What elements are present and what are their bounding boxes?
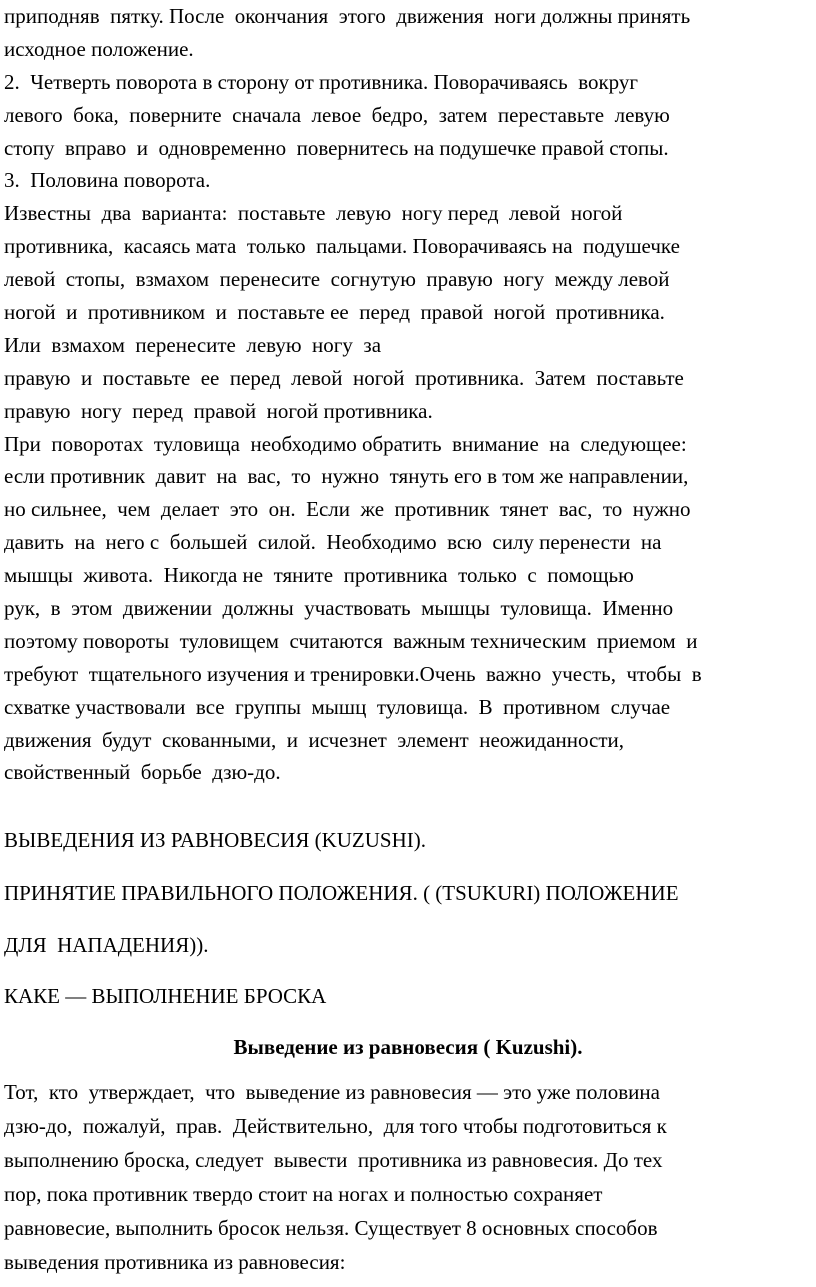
body-text-line: стопу вправо и одновременно повернитесь на подушечке правой стопы. xyxy=(4,136,669,160)
body-text-line: мышцы живота. Никогда не тяните противника только с помощью xyxy=(4,563,634,587)
body-text-line: левого бока, поверните сначала левое бедро, затем переставьте левую xyxy=(4,103,670,127)
body-text-line: При поворотах туловища необходимо обратить внимание на следующее: xyxy=(4,432,687,456)
body-text-line: движения будут скованными, и исчезнет элемент неожиданности, xyxy=(4,728,625,752)
body-text-line: исходное положение. xyxy=(4,37,194,61)
body-text-line: правую и поставьте ее перед левой ногой противника. Затем поставьте xyxy=(4,366,684,390)
body-text-line: 3. Половина поворота. xyxy=(4,168,211,192)
body-text-line: ногой и противником и поставьте ее перед правой ногой противника. xyxy=(4,300,665,324)
outline-line: ВЫВЕДЕНИЯ ИЗ РАВНОВЕСИЯ (KUZUSHI). xyxy=(4,828,426,852)
body-text-line: Или взмахом перенесите левую ногу за xyxy=(4,333,382,357)
outline-line: ПРИНЯТИЕ ПРАВИЛЬНОГО ПОЛОЖЕНИЯ. ( (TSUKURI) ПОЛОЖЕНИЕ xyxy=(4,881,679,905)
body-text-line: требуют тщательного изучения и тренировки.Очень важно учесть, чтобы в xyxy=(4,662,702,686)
body-text-line: противника, касаясь мата только пальцами. Поворачиваясь на подушечке xyxy=(4,234,680,258)
body-text-line: поэтому повороты туловищем считаются важным техническим приемом и xyxy=(4,629,698,653)
body-text-line: приподняв пятку. После окончания этого движения ноги должны принять xyxy=(4,4,691,28)
body-text-line: свойственный борьбе дзю-до. xyxy=(4,760,281,784)
body-text-line: равновесие, выполнить бросок нельзя. Существует 8 основных способов xyxy=(4,1216,658,1240)
body-text-line: если противник давит на вас, то нужно тянуть его в том же направлении, xyxy=(4,464,689,488)
section-heading: Выведение из равновесия ( Kuzushi). xyxy=(233,1035,583,1059)
outline-line: ДЛЯ НАПАДЕНИЯ)). xyxy=(4,933,209,957)
body-text-line: пор, пока противник твердо стоит на ногах и полностью сохраняет xyxy=(4,1182,603,1206)
body-text-line: дзю-до, пожалуй, прав. Действительно, для того чтобы подготовиться к xyxy=(4,1114,667,1138)
body-text-line: 2. Четверть поворота в сторону от противника. Поворачиваясь вокруг xyxy=(4,70,639,94)
body-text-line: рук, в этом движении должны участвовать мышцы туловища. Именно xyxy=(4,596,674,620)
body-text-line: левой стопы, взмахом перенесите согнутую правую ногу между левой xyxy=(4,267,670,291)
body-text-line: Известны два варианта: поставьте левую ногу перед левой ногой xyxy=(4,201,623,225)
body-text-line: Тот, кто утверждает, что выведение из равновесия — это уже половина xyxy=(4,1080,660,1104)
outline-line: КАКЕ — ВЫПОЛНЕНИЕ БРОСКА xyxy=(4,984,327,1008)
body-text-line: давить на него с большей силой. Необходимо всю силу перенести на xyxy=(4,530,662,554)
body-text-line: правую ногу перед правой ногой противника. xyxy=(4,399,433,423)
body-text-line: выведения противника из равновесия: xyxy=(4,1250,346,1274)
body-text-line: схватке участвовали все группы мышц туловища. В противном случае xyxy=(4,695,671,719)
body-text-line: выполнению броска, следует вывести противника из равновесия. До тех xyxy=(4,1148,663,1172)
body-text-line: но сильнее, чем делает это он. Если же противник тянет вас, то нужно xyxy=(4,497,691,521)
